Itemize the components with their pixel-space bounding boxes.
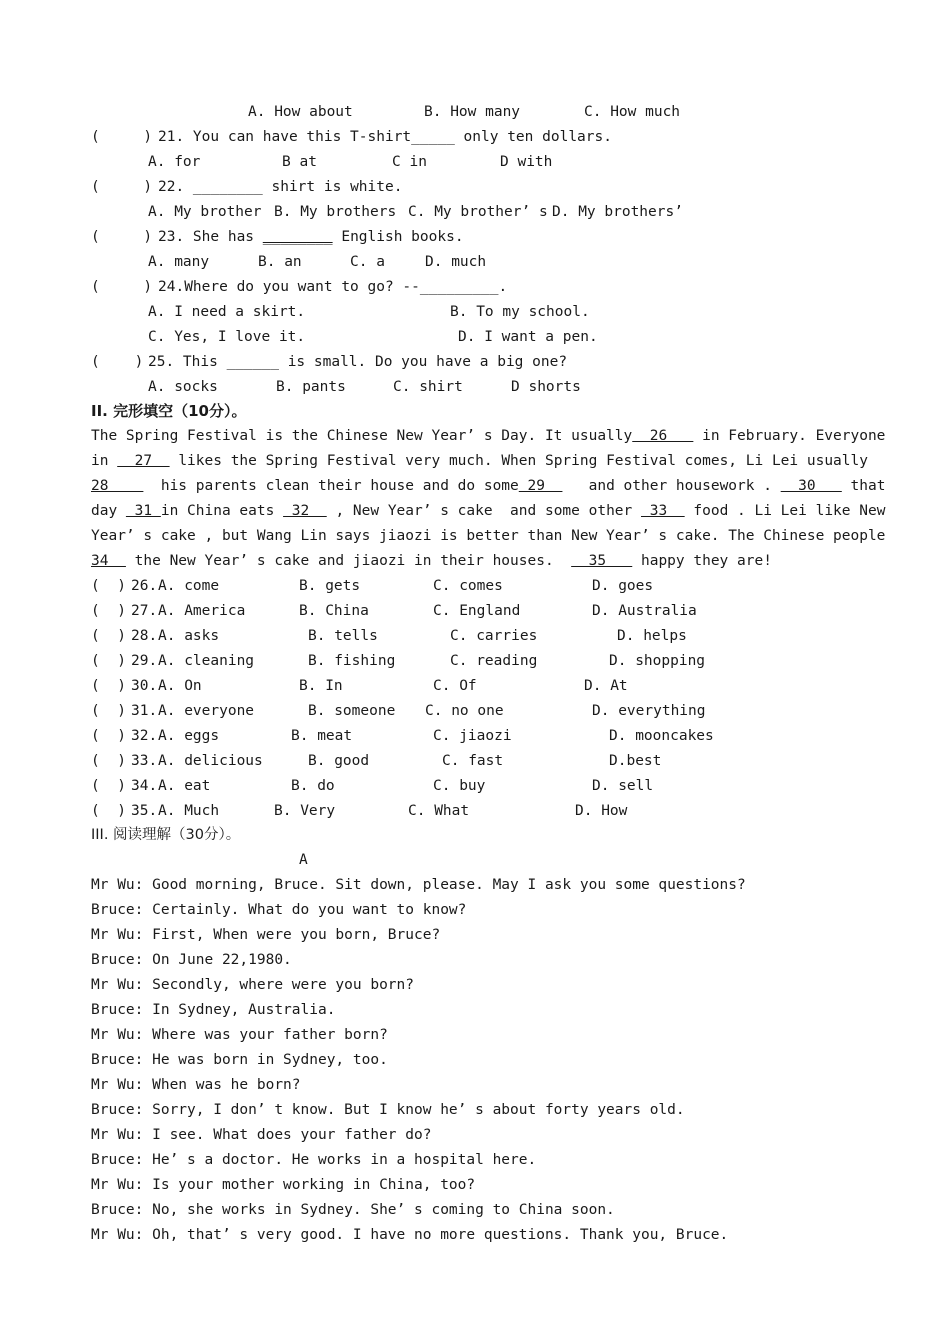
dialogue-line: Bruce: On June 22,1980.	[91, 952, 292, 968]
option-c: C. carries	[450, 628, 538, 644]
question-stem: 21. You can have this T-shirt_____ only ten dollars.	[158, 129, 612, 145]
question-number: 30.	[131, 678, 158, 694]
option-d: D.best	[609, 753, 662, 769]
option-b: B. pants	[276, 379, 346, 395]
option-c: C. Of	[433, 678, 477, 694]
option-d: D shorts	[511, 379, 581, 395]
answer-paren: ( )	[91, 753, 126, 769]
option-a: A. everyone	[158, 703, 255, 719]
dialogue-line: Mr Wu: Secondly, where were you born?	[91, 977, 415, 993]
dialogue-line: Bruce: Certainly. What do you want to know?	[91, 902, 467, 918]
option-a: A. cleaning	[158, 653, 255, 669]
option-c: C. no one	[425, 703, 504, 719]
dialogue-line: Mr Wu: Good morning, Bruce. Sit down, please. May I ask you some questions?	[91, 877, 746, 893]
option-b: B. do	[291, 778, 335, 794]
option-a: A. I need a skirt.	[148, 304, 306, 320]
answer-paren: ( )	[91, 628, 126, 644]
dialogue-line: Mr Wu: When was he born?	[91, 1077, 301, 1093]
option-a: A. eat	[158, 778, 211, 794]
option-b: B at	[282, 154, 317, 170]
passage-line: 34 the New Year’ s cake and jiaozi in their houses. 35 happy they are!	[91, 553, 772, 569]
dialogue-line: Bruce: No, she works in Sydney. She’ s coming to China soon.	[91, 1202, 615, 1218]
option-c: C. How much	[584, 104, 681, 120]
option-c: C. My brother’ s	[408, 204, 548, 220]
option-a: A. socks	[148, 379, 218, 395]
question-number: 28.	[131, 628, 158, 644]
question-number: 33.	[131, 753, 158, 769]
option-a: A. delicious	[158, 753, 263, 769]
option-d: D. much	[425, 254, 487, 270]
option-c: C. What	[408, 803, 470, 819]
answer-paren: ( )	[91, 354, 144, 370]
option-d: D. How	[575, 803, 628, 819]
question-number: 27.	[131, 603, 158, 619]
question-stem: 23. She has ________ English books.	[158, 229, 464, 245]
question-stem: 25. This ______ is small. Do you have a big one?	[148, 354, 568, 370]
reading-label: A	[299, 852, 308, 868]
question-number: 31.	[131, 703, 158, 719]
option-d: D. My brothers’	[552, 204, 683, 220]
option-c: C. fast	[442, 753, 504, 769]
option-a: A. America	[158, 603, 246, 619]
option-b: B. gets	[299, 578, 361, 594]
option-d: D. Australia	[592, 603, 697, 619]
option-b: B. China	[299, 603, 369, 619]
option-b: B. fishing	[308, 653, 396, 669]
option-d: D. helps	[617, 628, 687, 644]
passage-line: Year’ s cake , but Wang Lin says jiaozi is better than New Year’ s cake. The Chinese people	[91, 528, 886, 544]
option-a: A. many	[148, 254, 210, 270]
option-b: B. To my school.	[450, 304, 590, 320]
question-number: 34.	[131, 778, 158, 794]
dialogue-line: Bruce: He was born in Sydney, too.	[91, 1052, 388, 1068]
answer-paren: ( )	[91, 279, 153, 295]
option-d: D. I want a pen.	[458, 329, 598, 345]
dialogue-line: Mr Wu: Where was your father born?	[91, 1027, 388, 1043]
answer-paren: ( )	[91, 678, 126, 694]
answer-paren: ( )	[91, 229, 153, 245]
passage-line: The Spring Festival is the Chinese New Year’ s Day. It usually 26 in February. Everyone	[91, 428, 886, 444]
option-d: D. everything	[592, 703, 706, 719]
question-number: 26.	[131, 578, 158, 594]
question-stem: 24.Where do you want to go? --_________.	[158, 279, 508, 295]
answer-paren: ( )	[91, 603, 126, 619]
question-number: 29.	[131, 653, 158, 669]
option-b: B. Very	[274, 803, 336, 819]
option-d: D. mooncakes	[609, 728, 714, 744]
dialogue-line: Mr Wu: First, When were you born, Bruce?	[91, 927, 441, 943]
passage-line: day 31 in China eats 32 , New Year’ s cake and some other 33 food . Li Lei like New	[91, 503, 886, 519]
answer-paren: ( )	[91, 803, 126, 819]
option-c: C in	[392, 154, 427, 170]
option-a: A. On	[158, 678, 202, 694]
answer-paren: ( )	[91, 578, 126, 594]
section-2-title: II. 完形填空（10分）。	[91, 402, 247, 420]
option-c: C. Yes, I love it.	[148, 329, 306, 345]
option-c: C. a	[350, 254, 385, 270]
dialogue-line: Bruce: In Sydney, Australia.	[91, 1002, 336, 1018]
answer-paren: ( )	[91, 129, 153, 145]
option-a: A. How about	[248, 104, 353, 120]
option-c: C. buy	[433, 778, 486, 794]
dialogue-line: Bruce: Sorry, I don’ t know. But I know he’ s about forty years old.	[91, 1102, 685, 1118]
answer-paren: ( )	[91, 778, 126, 794]
option-a: A. asks	[158, 628, 220, 644]
option-b: B. an	[258, 254, 302, 270]
dialogue-line: Mr Wu: Is your mother working in China, too?	[91, 1177, 476, 1193]
question-number: 32.	[131, 728, 158, 744]
option-d: D. sell	[592, 778, 654, 794]
option-d: D. goes	[592, 578, 654, 594]
answer-paren: ( )	[91, 728, 126, 744]
option-a: A. Much	[158, 803, 220, 819]
option-c: C. jiaozi	[433, 728, 512, 744]
option-d: D. At	[584, 678, 628, 694]
option-b: B. In	[299, 678, 343, 694]
dialogue-line: Mr Wu: I see. What does your father do?	[91, 1127, 432, 1143]
option-b: B. good	[308, 753, 370, 769]
option-b: B. How many	[424, 104, 521, 120]
section-3-title: III. 阅读理解（30分）。	[91, 827, 241, 843]
passage-line: in 27 likes the Spring Festival very much. When Spring Festival comes, Li Lei usually	[91, 453, 868, 469]
option-b: B. tells	[308, 628, 378, 644]
option-c: C. comes	[433, 578, 503, 594]
question-number: 35.	[131, 803, 158, 819]
option-a: A. for	[148, 154, 201, 170]
option-c: C. shirt	[393, 379, 463, 395]
option-b: B. meat	[291, 728, 353, 744]
option-c: C. England	[433, 603, 521, 619]
answer-paren: ( )	[91, 179, 153, 195]
option-a: A. My brother	[148, 204, 262, 220]
dialogue-line: Mr Wu: Oh, that’ s very good. I have no more questions. Thank you, Bruce.	[91, 1227, 729, 1243]
answer-paren: ( )	[91, 703, 126, 719]
dialogue-line: Bruce: He’ s a doctor. He works in a hospital here.	[91, 1152, 537, 1168]
option-b: B. someone	[308, 703, 396, 719]
option-a: A. eggs	[158, 728, 220, 744]
question-stem: 22. ________ shirt is white.	[158, 179, 403, 195]
option-a: A. come	[158, 578, 220, 594]
passage-line: 28 his parents clean their house and do some 29 and other housework . 30 that	[91, 478, 886, 494]
option-d: D. shopping	[609, 653, 706, 669]
answer-paren: ( )	[91, 653, 126, 669]
option-b: B. My brothers	[274, 204, 397, 220]
option-d: D with	[500, 154, 553, 170]
option-c: C. reading	[450, 653, 538, 669]
